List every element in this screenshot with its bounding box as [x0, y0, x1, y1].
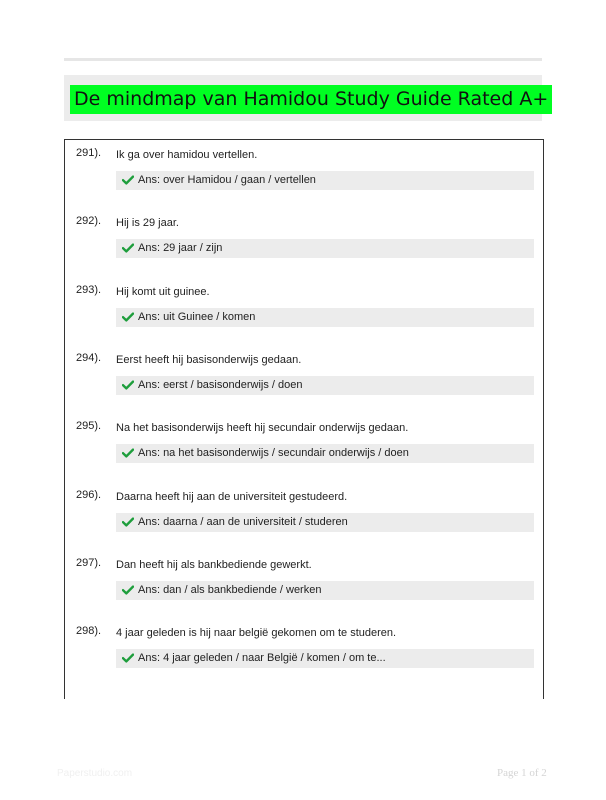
answer-text: Ans: uit Guinee / komen [138, 310, 256, 323]
check-icon [122, 171, 134, 190]
page-indicator: Page 1 of 2 [497, 767, 547, 779]
answer-text: Ans: 29 jaar / zijn [138, 242, 223, 255]
question-text: Dan heeft hij als bankbediende gewerkt. [116, 558, 312, 571]
check-icon [122, 376, 134, 395]
question-item [65, 618, 543, 686]
check-icon [122, 581, 134, 600]
check-icon [122, 649, 134, 668]
question-number: 296). [76, 488, 102, 501]
question-item [65, 482, 543, 550]
question-item [65, 277, 543, 345]
question-text: Daarna heeft hij aan de universiteit gestudeerd. [116, 490, 348, 503]
question-number: 293). [76, 283, 102, 296]
answer-box [116, 308, 534, 327]
question-number: 292). [76, 215, 102, 228]
check-icon [122, 513, 134, 532]
question-number: 297). [76, 556, 102, 569]
question-text: Hij is 29 jaar. [116, 217, 179, 230]
question-text: Na het basisonderwijs heeft hij secundair onderwijs gedaan. [116, 422, 409, 435]
question-text: Hij komt uit guinee. [116, 285, 210, 298]
check-icon [122, 239, 134, 258]
question-item [65, 345, 543, 413]
answer-text: Ans: eerst / basisonderwijs / doen [138, 378, 303, 391]
answer-box [116, 581, 534, 600]
question-item [65, 140, 543, 208]
answer-box [116, 649, 534, 668]
title-banner [64, 75, 549, 121]
check-icon [122, 444, 134, 463]
question-number: 294). [76, 351, 102, 364]
answer-text: Ans: over Hamidou / gaan / vertellen [138, 174, 316, 186]
answer-text: Ans: daarna / aan de universiteit / studeren [138, 515, 348, 528]
question-number: 298). [76, 625, 102, 638]
answer-text: Ans: 4 jaar geleden / naar België / komen / om te... [138, 652, 386, 665]
answer-text: Ans: na het basisonderwijs / secundair onderwijs / doen [138, 447, 409, 460]
question-number: 295). [76, 420, 102, 433]
question-text: Eerst heeft hij basisonderwijs gedaan. [116, 353, 302, 366]
check-icon [122, 308, 134, 327]
document-title: De mindmap van Hamidou Study Guide Rated A+ [70, 85, 552, 114]
top-divider [64, 58, 542, 61]
question-list [64, 139, 544, 699]
answer-box [116, 171, 534, 190]
answer-box [116, 444, 534, 463]
question-item [65, 208, 543, 276]
answer-box [116, 376, 534, 395]
answer-text: Ans: dan / als bankbediende / werken [138, 583, 322, 596]
question-text: 4 jaar geleden is hij naar belgië gekomen om te studeren. [116, 627, 397, 640]
answer-box [116, 513, 534, 532]
answer-box [116, 239, 534, 258]
question-number: 291). [76, 147, 102, 159]
footer-watermark: Paperstudio.com [57, 768, 133, 779]
question-item [65, 550, 543, 618]
question-text: Ik ga over hamidou vertellen. [116, 149, 258, 161]
question-item [65, 413, 543, 481]
